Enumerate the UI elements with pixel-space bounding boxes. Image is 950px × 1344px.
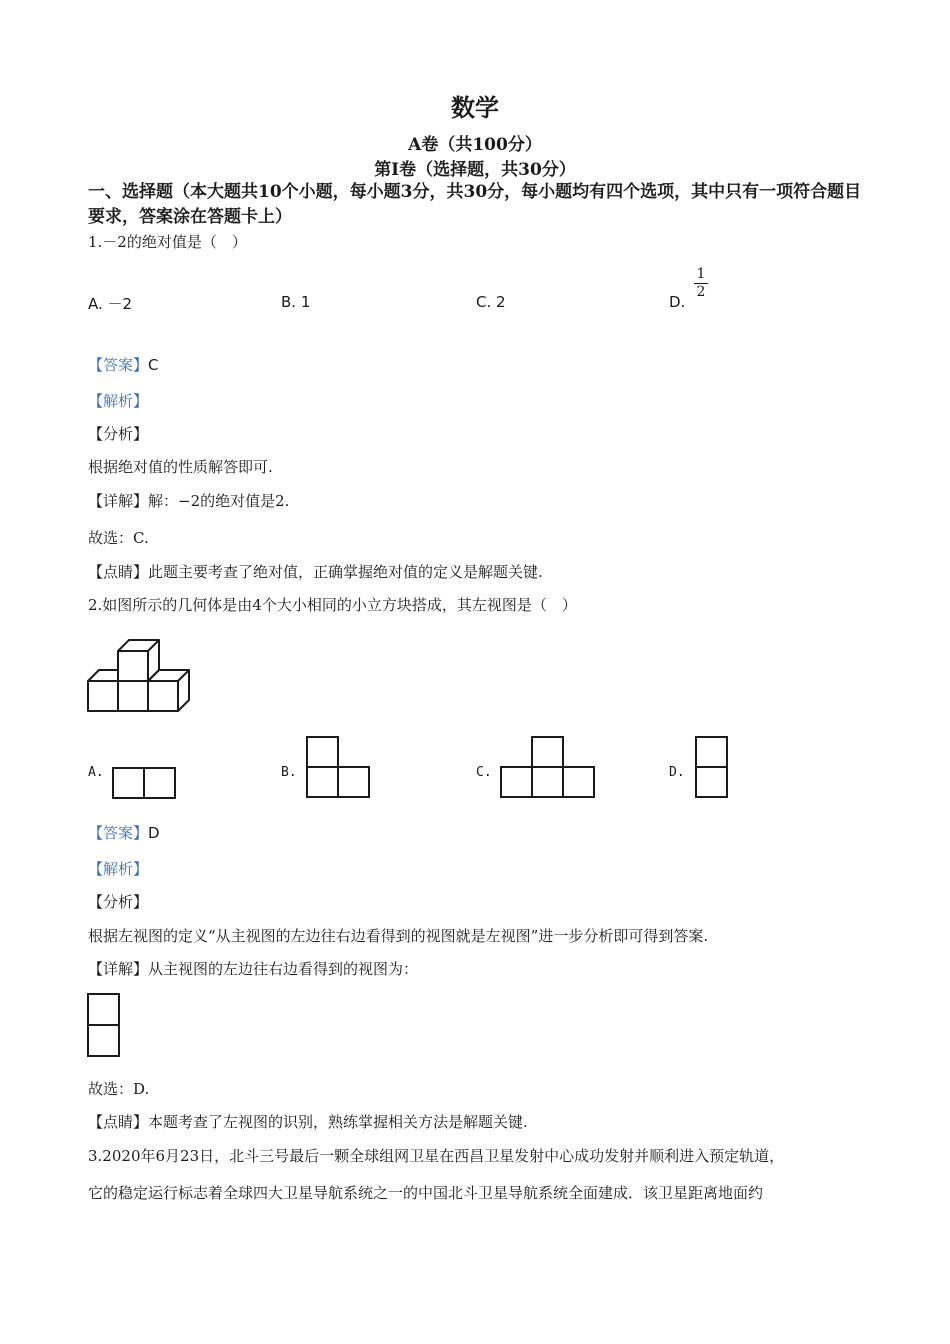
q2-option-d: D. xyxy=(669,765,685,780)
dianjing-tag: 【点睛】 xyxy=(88,1113,149,1131)
section-heading: 一、选择题（本大题共10个小题，每小题3分，共30分，每小题均有四个选项，其中只有一项符合题目要求，答案涂在答题卡上） xyxy=(88,182,862,227)
answer-tag: 【答案】 xyxy=(88,824,149,842)
q1-jiexi-tag: 【解析】 xyxy=(88,392,149,410)
q2-dianjing xyxy=(88,1111,528,1132)
q2-guxuan: 故选：D. xyxy=(88,1080,150,1098)
q1-xiangjie xyxy=(88,490,289,511)
page-title: 数学 xyxy=(451,93,499,122)
fraction-denominator: 2 xyxy=(694,283,708,301)
fraction-numerator: 1 xyxy=(696,266,706,282)
q2-option-d-figure xyxy=(694,735,729,800)
q1-dianjing xyxy=(88,561,543,582)
q1-answer xyxy=(88,354,159,375)
q2-option-c: C. xyxy=(476,765,492,780)
q3-line-2: 它的稳定运行标志着全球四大卫星导航系统之一的中国北斗卫星导航系统全面建成．该卫星距离地面约 xyxy=(88,1184,764,1202)
q2-option-b: B. xyxy=(281,765,297,780)
q1-fenxi-text: 根据绝对值的性质解答即可. xyxy=(88,458,273,476)
q2-stem: 2.如图所示的几何体是由4个大小相同的小立方块搭成，其左视图是（ ） xyxy=(88,596,577,614)
answer-value: C xyxy=(148,356,159,374)
q2-jiexi-tag: 【解析】 xyxy=(88,860,149,878)
dianjing-tag: 【点睛】 xyxy=(88,563,149,581)
xiangjie-tag: 【详解】 xyxy=(88,960,149,978)
q2-fenxi-text: 根据左视图的定义“从主视图的左边往右边看得到的视图就是左视图”进一步分析即可得到答案. xyxy=(88,927,709,945)
q3-line-1: 3.2020年6月23日，北斗三号最后一颗全球组网卫星在西昌卫星发射中心成功发射并顺利进入预定轨道， xyxy=(88,1147,785,1165)
q2-answer xyxy=(88,822,160,843)
paper-part-heading: A卷（共100分） xyxy=(408,135,542,155)
q2-option-a-figure xyxy=(111,766,177,800)
q2-fenxi-tag: 【分析】 xyxy=(88,893,149,911)
q1-option-a: A. －2 xyxy=(88,295,133,313)
dianjing-text: 此题主要考查了绝对值，正确掌握绝对值的定义是解题关键. xyxy=(148,563,543,581)
q1-guxuan: 故选：C. xyxy=(88,529,149,547)
answer-tag: 【答案】 xyxy=(88,356,149,374)
xiangjie-text: 解：−2的绝对值是2. xyxy=(148,492,290,510)
q1-option-d-fraction xyxy=(694,266,708,301)
q1-option-d: D. xyxy=(669,293,686,311)
q2-option-c-figure xyxy=(499,735,596,800)
xiangjie-tag: 【详解】 xyxy=(88,492,149,510)
q1-stem: 1.－2的绝对值是（ ） xyxy=(88,233,247,251)
q2-solid-figure xyxy=(86,638,198,716)
q1-option-c: C. 2 xyxy=(476,293,506,311)
answer-value: D xyxy=(148,824,160,842)
q1-fenxi-tag: 【分析】 xyxy=(88,425,149,443)
q2-xiangjie xyxy=(88,958,418,979)
xiangjie-text: 从主视图的左边往右边看得到的视图为： xyxy=(148,960,419,978)
volume-heading: 第Ⅰ卷（选择题，共30分） xyxy=(374,160,576,180)
q2-left-view-figure xyxy=(86,992,122,1058)
dianjing-text: 本题考查了左视图的识别，熟练掌握相关方法是解题关键. xyxy=(148,1113,528,1131)
q2-option-a: A. xyxy=(88,765,104,780)
q1-option-b: B. 1 xyxy=(281,293,311,311)
q2-option-b-figure xyxy=(305,735,371,800)
